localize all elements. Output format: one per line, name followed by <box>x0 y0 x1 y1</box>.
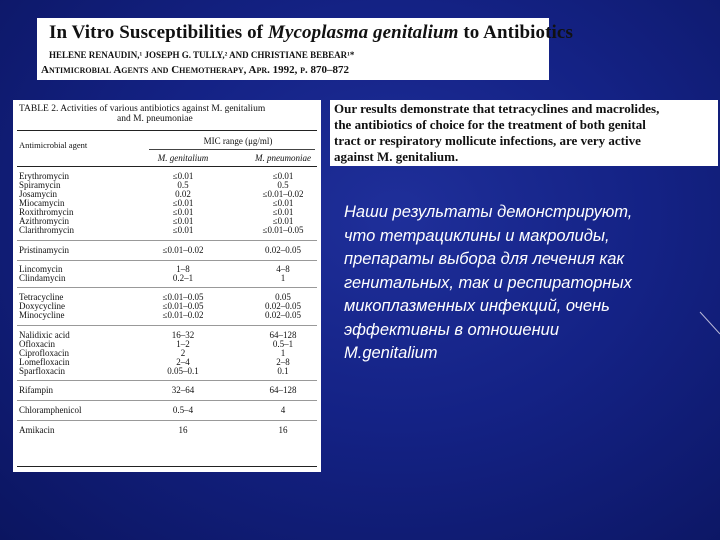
table-cell-mg: ≤0.01 <box>172 171 194 181</box>
results-en-line: tract or respiratory mollicute infections, are very active <box>334 133 641 148</box>
results-ru-line: Наши результаты демонстрируют, <box>344 203 633 221</box>
table-cell-agent: Miocamycin <box>19 198 65 208</box>
table-cell-mg: 2 <box>180 348 186 358</box>
table-cell-mp: 1 <box>280 273 286 283</box>
table-cell-mg: 0.2–1 <box>172 273 194 283</box>
table-cell-agent: Pristinamycin <box>19 245 69 255</box>
table-cell-mg: ≤0.01 <box>172 198 194 208</box>
table-cell-mg: 16–32 <box>171 330 195 340</box>
table-cell-mp: 64–128 <box>269 330 297 340</box>
table-cell-agent: Erythromycin <box>19 171 69 181</box>
table-cell-agent: Minocycline <box>19 310 65 320</box>
table-cell-mg: ≤0.01 <box>172 225 194 235</box>
table-cell-mp: 4–8 <box>276 264 290 274</box>
table-cell-mp: ≤0.01 <box>272 198 294 208</box>
table-cell-agent: Ciprofloxacin <box>19 348 69 358</box>
col-header-agent: Antimicrobial agent <box>19 140 88 150</box>
table-cell-agent: Lomefloxacin <box>19 357 70 367</box>
table-cell-mp: ≤0.01–0.05 <box>262 225 304 235</box>
table-cell-agent: Clarithromycin <box>19 225 74 235</box>
table-cell-agent: Ofloxacin <box>19 339 55 349</box>
table-cell-mp: 0.05 <box>275 292 291 302</box>
table-cell-agent: Rifampin <box>19 385 53 395</box>
table-cell-mg: 0.5 <box>177 180 189 190</box>
table-cell-mg: ≤0.01 <box>172 207 194 217</box>
table-cell-mp: 1 <box>280 348 286 358</box>
table-cell-mg: ≤0.01–0.05 <box>162 301 204 311</box>
results-en-line: Our results demonstrate that tetracyclines and macrolides, <box>334 101 660 116</box>
article-title: In Vitro Susceptibilities of Mycoplasma genitalium to Antibiotics <box>49 22 573 43</box>
table-cell-mg: 32–64 <box>171 385 195 395</box>
table-cell-mp: ≤0.01 <box>272 171 294 181</box>
table-cell-mp: 0.1 <box>277 366 289 376</box>
col-header-mg: M. genitalium <box>157 153 209 163</box>
table-cell-mg: 0.02 <box>175 189 191 199</box>
table-cell-mp: ≤0.01 <box>272 216 294 226</box>
table-cell-mg: 0.05–0.1 <box>167 366 199 376</box>
results-ru-line: микоплазменных инфекций, очень <box>344 297 610 315</box>
table-cell-mp: 4 <box>280 405 286 415</box>
table-caption: TABLE 2. Activities of various antibiotics against M. genitalium and M. pneumoniae <box>19 104 266 125</box>
table-cell-mp: 0.5–1 <box>272 339 294 349</box>
table-cell-mp: 16 <box>278 425 288 435</box>
table-cell-agent: Chloramphenicol <box>19 405 82 415</box>
table-cell-mg: 1–8 <box>176 264 190 274</box>
table-cell-mp: 2–8 <box>276 357 290 367</box>
table-cell-mp: 0.02–0.05 <box>265 245 301 255</box>
table-cell-mg: ≤0.01–0.02 <box>162 245 204 255</box>
table-cell-agent: Amikacin <box>19 425 55 435</box>
table-cell-mg: 16 <box>178 425 188 435</box>
table-cell-agent: Roxithromycin <box>19 207 74 217</box>
table-cell-mg: 1–2 <box>176 339 190 349</box>
results-ru-line: M.genitalium <box>344 344 438 362</box>
table-cell-agent: Doxycycline <box>19 301 65 311</box>
table-cell-agent: Spiramycin <box>19 180 61 190</box>
table-cell-agent: Tetracycline <box>19 292 64 302</box>
table-cell-mg: 0.5–4 <box>172 405 194 415</box>
results-ru-line: эффективны в отношении <box>344 320 560 339</box>
table-cell-agent: Lincomycin <box>19 264 63 274</box>
article-authors: HELENE RENAUDIN,¹ JOSEPH G. TULLY,² AND CHRISTIANE BEBEAR¹* <box>49 50 355 60</box>
table-cell-mp: ≤0.01 <box>272 207 294 217</box>
table-cell-mg: 2–4 <box>176 357 190 367</box>
table-cell-mp: 0.02–0.05 <box>265 301 301 311</box>
table-cell-agent: Azithromycin <box>19 216 69 226</box>
table-cell-agent: Josamycin <box>19 189 57 199</box>
results-ru-line: препараты выбора для лечения как <box>344 250 625 268</box>
table-cell-mp: ≤0.01–0.02 <box>262 189 304 199</box>
table-cell-mp: 0.5 <box>277 180 289 190</box>
results-ru-line: генитальных, так и респираторных <box>344 273 632 292</box>
table-cell-agent: Sparfloxacin <box>19 366 65 376</box>
col-header-mp: M. pneumoniae <box>255 153 311 163</box>
table-cell-mg: ≤0.01–0.02 <box>162 310 204 320</box>
article-citation: Antimicrobial Agents and Chemotherapy, Apr. 1992, p. 870–872 <box>41 64 349 76</box>
table-cell-agent: Clindamycin <box>19 273 66 283</box>
col-header-mic: MIC range (μg/ml) <box>203 136 273 146</box>
table-cell-mp: 64–128 <box>269 385 297 395</box>
table-cell-agent: Nalidixic acid <box>19 330 70 340</box>
results-en-line: the antibiotics of choice for the treatment of both genital <box>334 117 646 132</box>
table-cell-mg: ≤0.01–0.05 <box>162 292 204 302</box>
table-cell-mg: ≤0.01 <box>172 216 194 226</box>
table-cell-mp: 0.02–0.05 <box>265 310 301 320</box>
results-ru-line: что тетрациклины и макролиды, <box>344 226 610 245</box>
results-en-line: against M. genitalium. <box>334 149 459 164</box>
